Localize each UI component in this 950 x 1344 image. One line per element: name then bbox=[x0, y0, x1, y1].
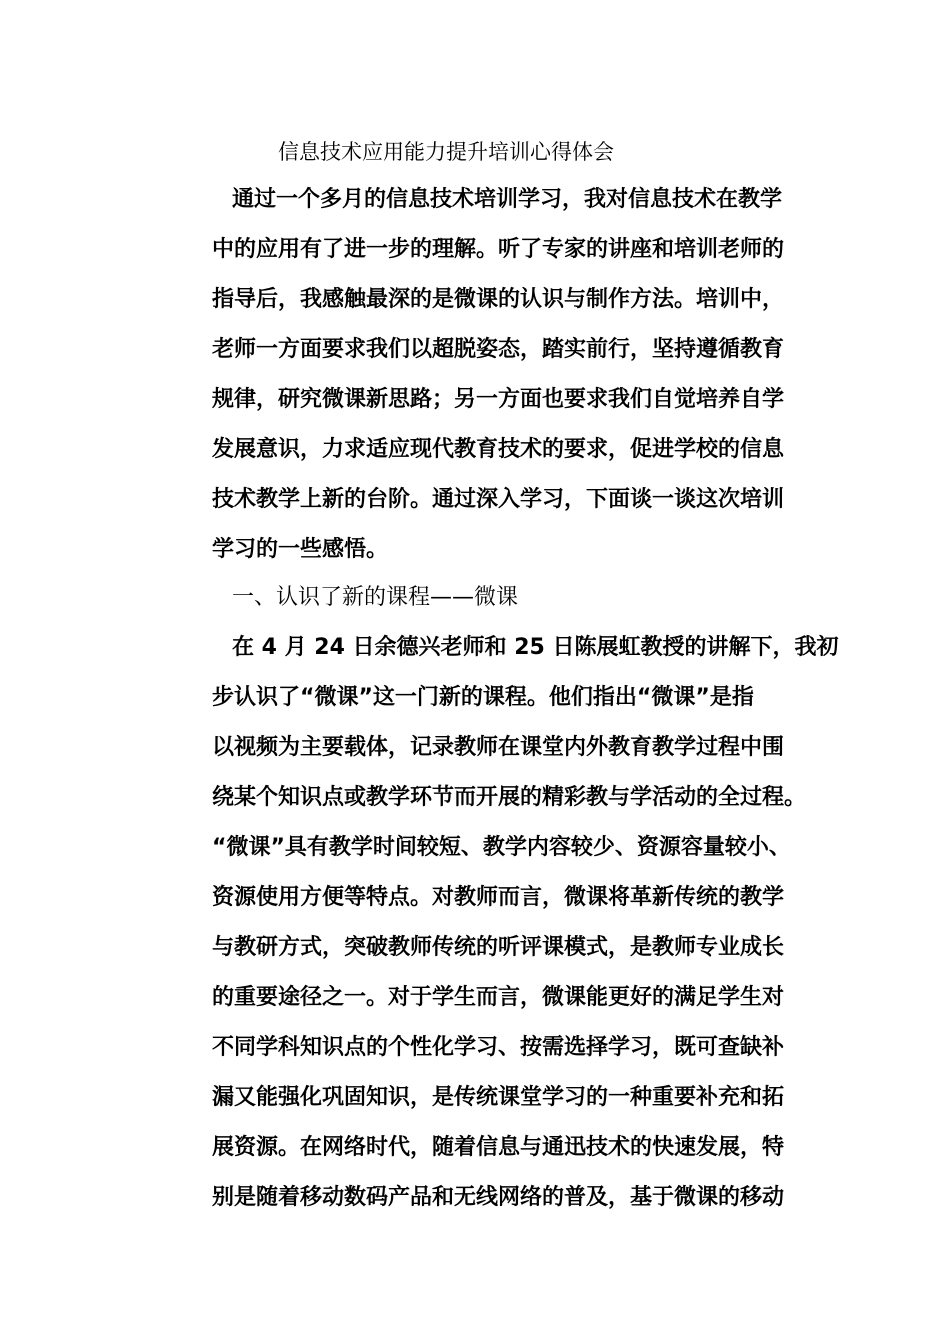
paragraph-line: 在 4 月 24 日余德兴老师和 25 日陈展虹教授的讲解下，我初 bbox=[232, 635, 839, 660]
paragraph-line: 步认识了“微课”这一门新的课程。他们指出“微课”是指 bbox=[212, 685, 754, 710]
paragraph-line: 展资源。在网络时代，随着信息与通迅技术的快速发展，特 bbox=[212, 1135, 785, 1160]
paragraph-line: 指导后，我感触最深的是微课的认识与制作方法。培训中， bbox=[212, 287, 785, 312]
paragraph-line: 资源使用方便等特点。对教师而言，微课将革新传统的教学 bbox=[212, 885, 785, 910]
document-title: 信息技术应用能力提升培训心得体会 bbox=[278, 140, 614, 164]
paragraph-line: 规律，研究微课新思路；另一方面也要求我们自觉培养自学 bbox=[212, 387, 785, 412]
paragraph-line: 别是随着移动数码产品和无线网络的普及，基于微课的移动 bbox=[212, 1185, 785, 1210]
paragraph-line: 与教研方式，突破教师传统的听评课模式，是教师专业成长 bbox=[212, 935, 785, 960]
paragraph-line: “微课”具有教学时间较短、教学内容较少、资源容量较小、 bbox=[212, 835, 791, 860]
paragraph-line: 绕某个知识点或教学环节而开展的精彩教与学活动的全过程。 bbox=[212, 785, 807, 810]
paragraph-line: 通过一个多月的信息技术培训学习，我对信息技术在教学 bbox=[232, 187, 783, 212]
section-heading: 一、认识了新的课程——微课 bbox=[232, 585, 519, 610]
paragraph-line: 不同学科知识点的个性化学习、按需选择学习，既可查缺补 bbox=[212, 1035, 785, 1060]
paragraph-line: 中的应用有了进一步的理解。听了专家的讲座和培训老师的 bbox=[212, 237, 785, 262]
paragraph-line: 发展意识，力求适应现代教育技术的要求，促进学校的信息 bbox=[212, 437, 785, 462]
paragraph-line: 的重要途径之一。对于学生而言，微课能更好的满足学生对 bbox=[212, 985, 785, 1010]
paragraph-line: 技术教学上新的台阶。通过深入学习，下面谈一谈这次培训 bbox=[212, 487, 785, 512]
paragraph-line: 漏又能强化巩固知识，是传统课堂学习的一种重要补充和拓 bbox=[212, 1085, 785, 1110]
paragraph-line: 以视频为主要载体，记录教师在课堂内外教育教学过程中围 bbox=[212, 735, 785, 760]
paragraph-line: 学习的一些感悟。 bbox=[212, 537, 389, 562]
paragraph-line: 老师一方面要求我们以超脱姿态，踏实前行，坚持遵循教育 bbox=[212, 337, 785, 362]
